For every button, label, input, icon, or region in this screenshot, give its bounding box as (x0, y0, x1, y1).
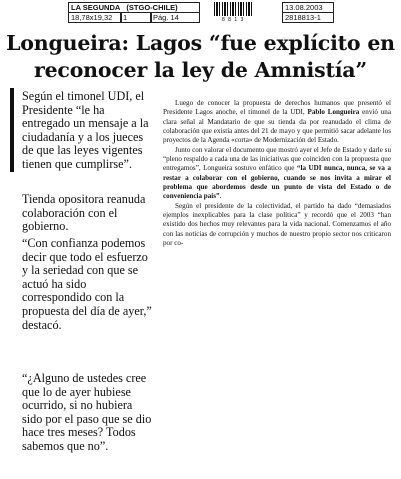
clipping-size: 18,78x19,32 (71, 13, 113, 22)
body-paragraph-1: Luego de conocer la propuesta de derechos humanos que presentó el Presidente Lagos anoche, el timonel de la UDI, Pablo Longueira envió una clara señal al Mandatario de que su tienda da por reanudado el clima de colaboración que existía antes del 21 de mayo y que permitió sacar adelante los proyectos de la Agenda «corta» de Modernización del Estado. (163, 99, 391, 145)
bold-quote: “la UDI nunca, nunca, se va a restar a colaborar con el gobierno, cuando se nos invita a mirar el problema que abordemos desde un punto de vista del Estado o de conveniencia país” (163, 164, 392, 201)
quote-confianza: “Con confianza podemos decir que todo el esfuerzo y la seriedad con que se actuó ha sido correspondido con la propuesta del día de ayer,” destacó. (22, 236, 152, 332)
body-paragraph-2: Junto con valorar el documento que mostró ayer el Jefe de Estado y darle su “pleno respaldo a cada una de las iniciativas que coinciden con la propuesta que entregamos”, Longueira sostuvo enfático que “la UDI nunca, nunca, se va a restar a colaborar con el gobierno, cuando se nos invita a mirar el problema que abordemos desde un punto de vista del Estado o de conveniencia país”. (163, 145, 392, 201)
body-paragraph-3: Según el presidente de la colectividad, el partido ha dado “demasiados ejemplos inexplicables para la clase política” y recordó que el 2003 “han existido dos hechos muy relevantes para la vida nacional. Comenzamos el año con las noticias de corrupción y muchos de nuestro propio sector nos criticaron por co- (163, 201, 391, 248)
lead-rule (10, 88, 14, 172)
clipping-code: 2818813-1 (285, 13, 321, 22)
publication-date: 13.08.2003 (285, 3, 323, 12)
section-number: 1 (123, 13, 128, 22)
lead-paragraph: Según el timonel UDI, el Presidente “le ha entregado un mensaje a la ciudadanía y a los jueces de que las leyes vigentes tienen que cumplirse”. (22, 89, 149, 171)
article-body (163, 99, 391, 249)
barcode-graphic (214, 2, 252, 16)
name-longueira: Pablo Longueira (307, 108, 360, 117)
size-box (68, 12, 122, 23)
publication-name: LA SEGUNDA (71, 3, 121, 12)
code-box (282, 12, 334, 23)
barcode-number: 8 8 1 3 (222, 17, 245, 23)
quote-alguno: “¿Alguno de ustedes cree que lo de ayer hubiese ocurrido, si no hubiera sido por el paso que se dio hace tres meses? Todos sabemos que no”. (22, 371, 152, 453)
subhead: Tienda opositora reanuda colaboración con el gobierno. (22, 192, 146, 234)
publication-location: (STGO-CHILE) (126, 3, 178, 12)
section-box (120, 12, 152, 23)
headline: Longueira: Lagos “fue explícito en reconocer la ley de Amnistía” (6, 31, 395, 82)
page-box (150, 12, 200, 23)
page-number: Pág. 14 (153, 13, 179, 22)
